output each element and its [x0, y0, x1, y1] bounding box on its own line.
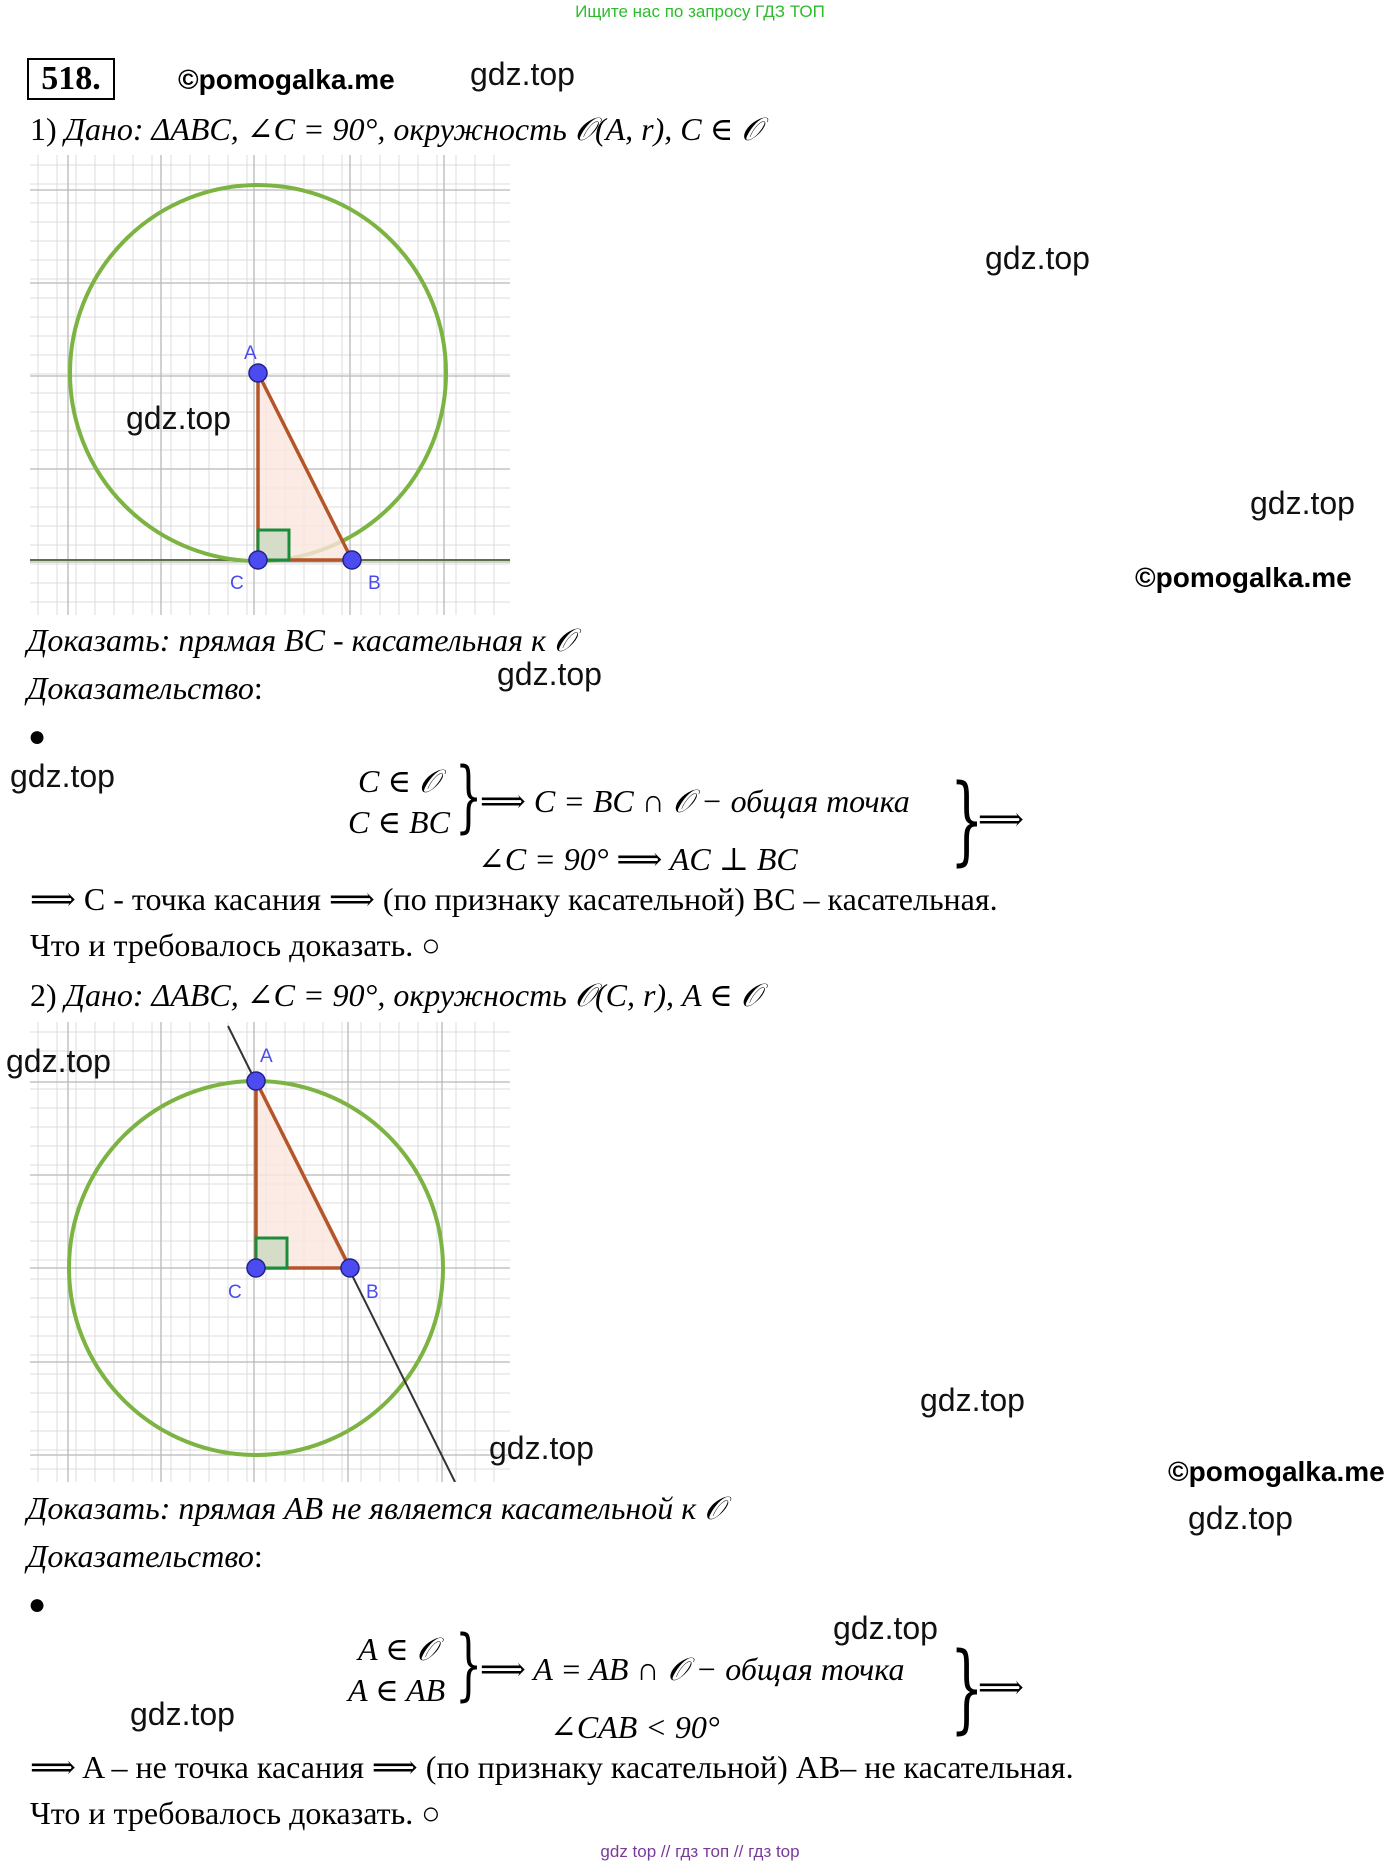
part1-sys-result: ⟹ C = BC ∩ 𝒪 − общая точка [480, 783, 910, 819]
gdz-watermark: gdz.top [1188, 1500, 1293, 1536]
gdz-watermark: gdz.top [130, 1696, 235, 1732]
point-c-2 [247, 1259, 265, 1277]
gdz-watermark: gdz.top [470, 56, 575, 92]
gdz-watermark: gdz.top [489, 1430, 594, 1466]
bullet: ● [28, 720, 47, 753]
label-a-1: A [244, 343, 257, 364]
gdz-watermark: gdz.top [6, 1043, 111, 1079]
brand-watermark: ©pomogalka.me [1168, 1456, 1385, 1487]
figure-1 [30, 155, 510, 615]
part2-sys-result: ⟹ A = AB ∩ 𝒪 − общая точка [480, 1651, 905, 1687]
point-c-1 [249, 551, 267, 569]
part1-proof-heading: Доказательство: [27, 670, 263, 706]
gdz-watermark: gdz.top [10, 758, 115, 794]
point-b-2 [341, 1259, 359, 1277]
inner-brace-1: } [455, 752, 483, 842]
part2-sys-line1: A ∈ 𝒪 [358, 1631, 437, 1667]
gdz-watermark: gdz.top [126, 400, 231, 436]
gdz-watermark: gdz.top [920, 1382, 1025, 1418]
part1-implies: ⟹ [978, 801, 1024, 837]
part2-proof-heading: Доказательство: [27, 1538, 263, 1574]
top-banner: Ищите нас по запросу ГДЗ ТОП [575, 2, 825, 21]
part1-given: 1) Дано: ΔABC, ∠C = 90°, окружность 𝒪(A, r), C ∈ 𝒪 [30, 111, 762, 147]
part2-conclusion: ⟹ A – не точка касания ⟹ (по признаку касательной) AB– не касательная. [30, 1749, 1074, 1785]
problem-number: 518. [27, 58, 115, 100]
point-a-2 [247, 1072, 265, 1090]
label-c-2: C [228, 1282, 242, 1303]
outer-brace-2: } [950, 1632, 984, 1744]
figure-2 [30, 1022, 510, 1482]
part2-sys-line2: A ∈ AB [348, 1672, 446, 1708]
bullet: ● [28, 1588, 47, 1621]
part1-conclusion: ⟹ C - точка касания ⟹ (по признаку касательной) BC – касательная. [30, 881, 998, 917]
part2-given: 2) Дано: ΔABC, ∠C = 90°, окружность 𝒪(C, r), A ∈ 𝒪 [30, 977, 761, 1013]
label-c-1: C [230, 573, 244, 594]
label-b-1: B [368, 573, 381, 594]
gdz-watermark: gdz.top [1250, 485, 1355, 521]
part1-sys-line1: C ∈ 𝒪 [358, 763, 440, 799]
point-b-1 [343, 551, 361, 569]
part2-sys-line3: ∠CAB < 90° [550, 1709, 720, 1745]
brand-watermark: ©pomogalka.me [178, 64, 395, 95]
inner-brace-2: } [455, 1620, 483, 1710]
part1-qed: Что и требовалось доказать. ○ [30, 927, 441, 963]
point-a-1 [249, 364, 267, 382]
gdz-watermark: gdz.top [497, 656, 602, 692]
brand-watermark: ©pomogalka.me [1135, 562, 1352, 593]
part1-sys-line3: ∠C = 90° ⟹ AC ⊥ BC [478, 841, 798, 877]
gdz-watermark: gdz.top [833, 1610, 938, 1646]
label-b-2: B [366, 1282, 379, 1303]
part2-prove: Доказать: прямая AB не является касательной к 𝒪 [27, 1490, 725, 1526]
label-a-2: A [260, 1046, 273, 1067]
part2-implies: ⟹ [978, 1669, 1024, 1705]
part1-sys-line2: C ∈ BC [348, 804, 450, 840]
part1-prove: Доказать: прямая BC - касательная к 𝒪 [27, 622, 575, 658]
outer-brace-1: } [950, 764, 984, 876]
bottom-banner: gdz top // гдз топ // гдз top [600, 1842, 800, 1861]
part2-qed: Что и требовалось доказать. ○ [30, 1795, 441, 1831]
gdz-watermark: gdz.top [985, 240, 1090, 276]
